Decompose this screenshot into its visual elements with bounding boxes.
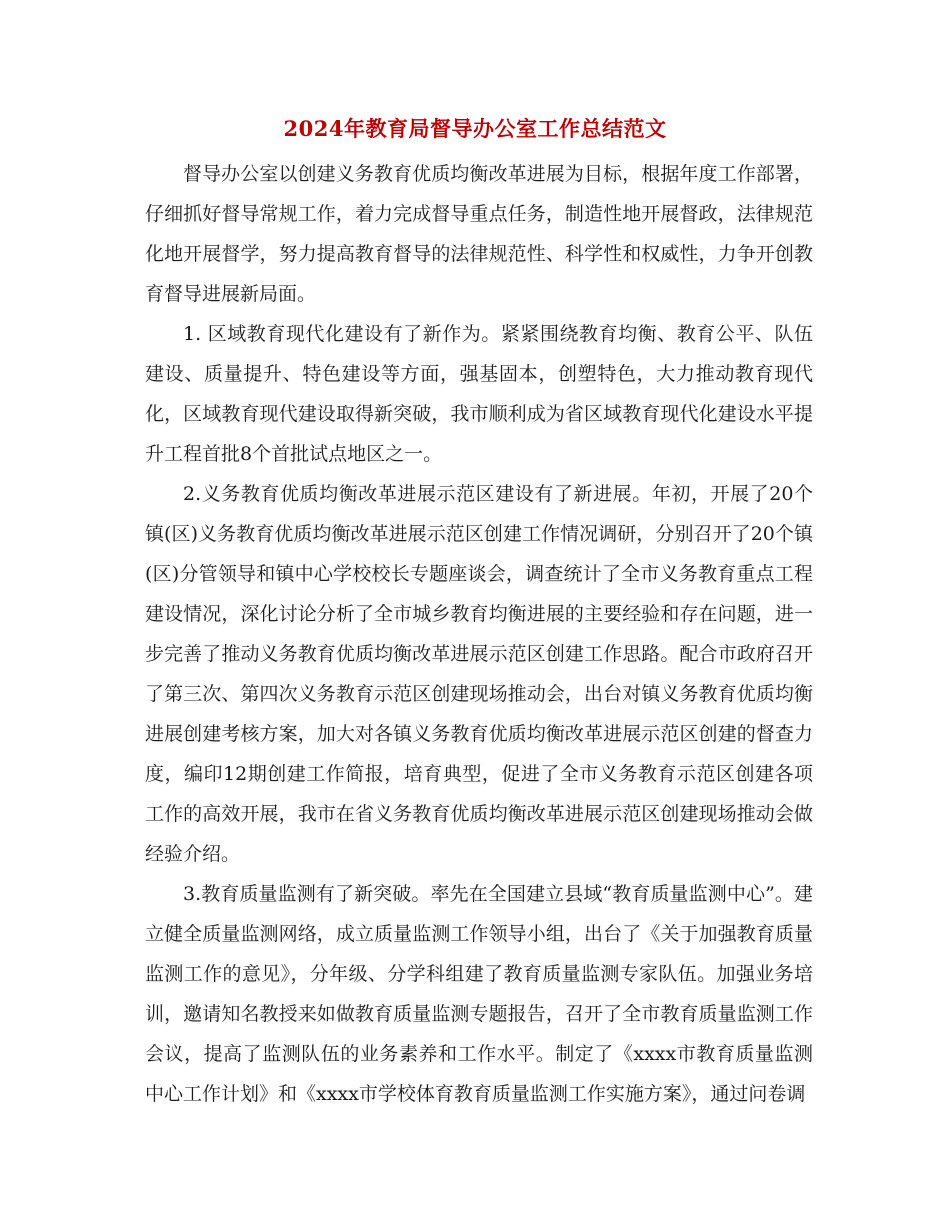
paragraph-3: 3.教育质量监测有了新突破。率先在全国建立县域“教育质量监测中心”。建立健全质量监测网络，成立质量监测工作领导小组，出台了《关于加强教育质量监测工作的意见》，分年级、分学科组建了教育质量监测专家队伍。加强业务培训，邀请知名教授来如做教育质量监测专题报告，召开了全市教育质量监测工作会议，提高了监测队伍的业务素养和工作水平。制定了《xxxx市教育质量监测中心工作计划》和《xxxx市学校体育教育质量监测工作实施方案》，通过问卷调 xyxy=(145,883,813,1105)
paragraph-intro: 督导办公室以创建义务教育优质均衡改革进展为目标，根据年度工作部署，仔细抓好督导常规工作，着力完成督导重点任务，制造性地开展督政，法律规范化地开展督学，努力提高教育督导的法律规范性、科学性和权威性，力争开创教育督导进展新局面。 xyxy=(145,163,813,305)
document-body xyxy=(145,154,813,1114)
paragraph-1: 1. 区域教育现代化建设有了新作为。紧紧围绕教育均衡、教育公平、队伍建设、质量提升、特色建设等方面，强基固本，创塑特色，大力推动教育现代化，区域教育现代建设取得新突破，我市顺利成为省区域教育现代化建设水平提升工程首批8个首批试点地区之一。 xyxy=(145,323,813,465)
paragraph-2: 2.义务教育优质均衡改革进展示范区建设有了新进展。年初，开展了20个镇(区)义务教育优质均衡改革进展示范区创建工作情况调研，分别召开了20个镇 (区)分管领导和镇中心学校校长专题座谈会，调查统计了全市义务教育重点工程建设情况，深化讨论分析了全市城乡教育均衡进展的主要经验和存在问题，进一步完善了推动义务教育优质均衡改革进展示范区创建工作思路。配合市政府召开了第三次、第四次义务教育示范区创建现场推动会，出台对镇义务教育优质均衡进展创建考核方案，加大对各镇义务教育优质均衡改革进展示范区创建的督查力度，编印12期创建工作简报，培育典型，促进了全市义务教育示范区创建各项工作的高效开展，我市在省义务教育优质均衡改革进展示范区创建现场推动会做经验介绍。 xyxy=(145,483,813,865)
document-title: 2024年教育局督导办公室工作总结范文 xyxy=(283,116,667,141)
